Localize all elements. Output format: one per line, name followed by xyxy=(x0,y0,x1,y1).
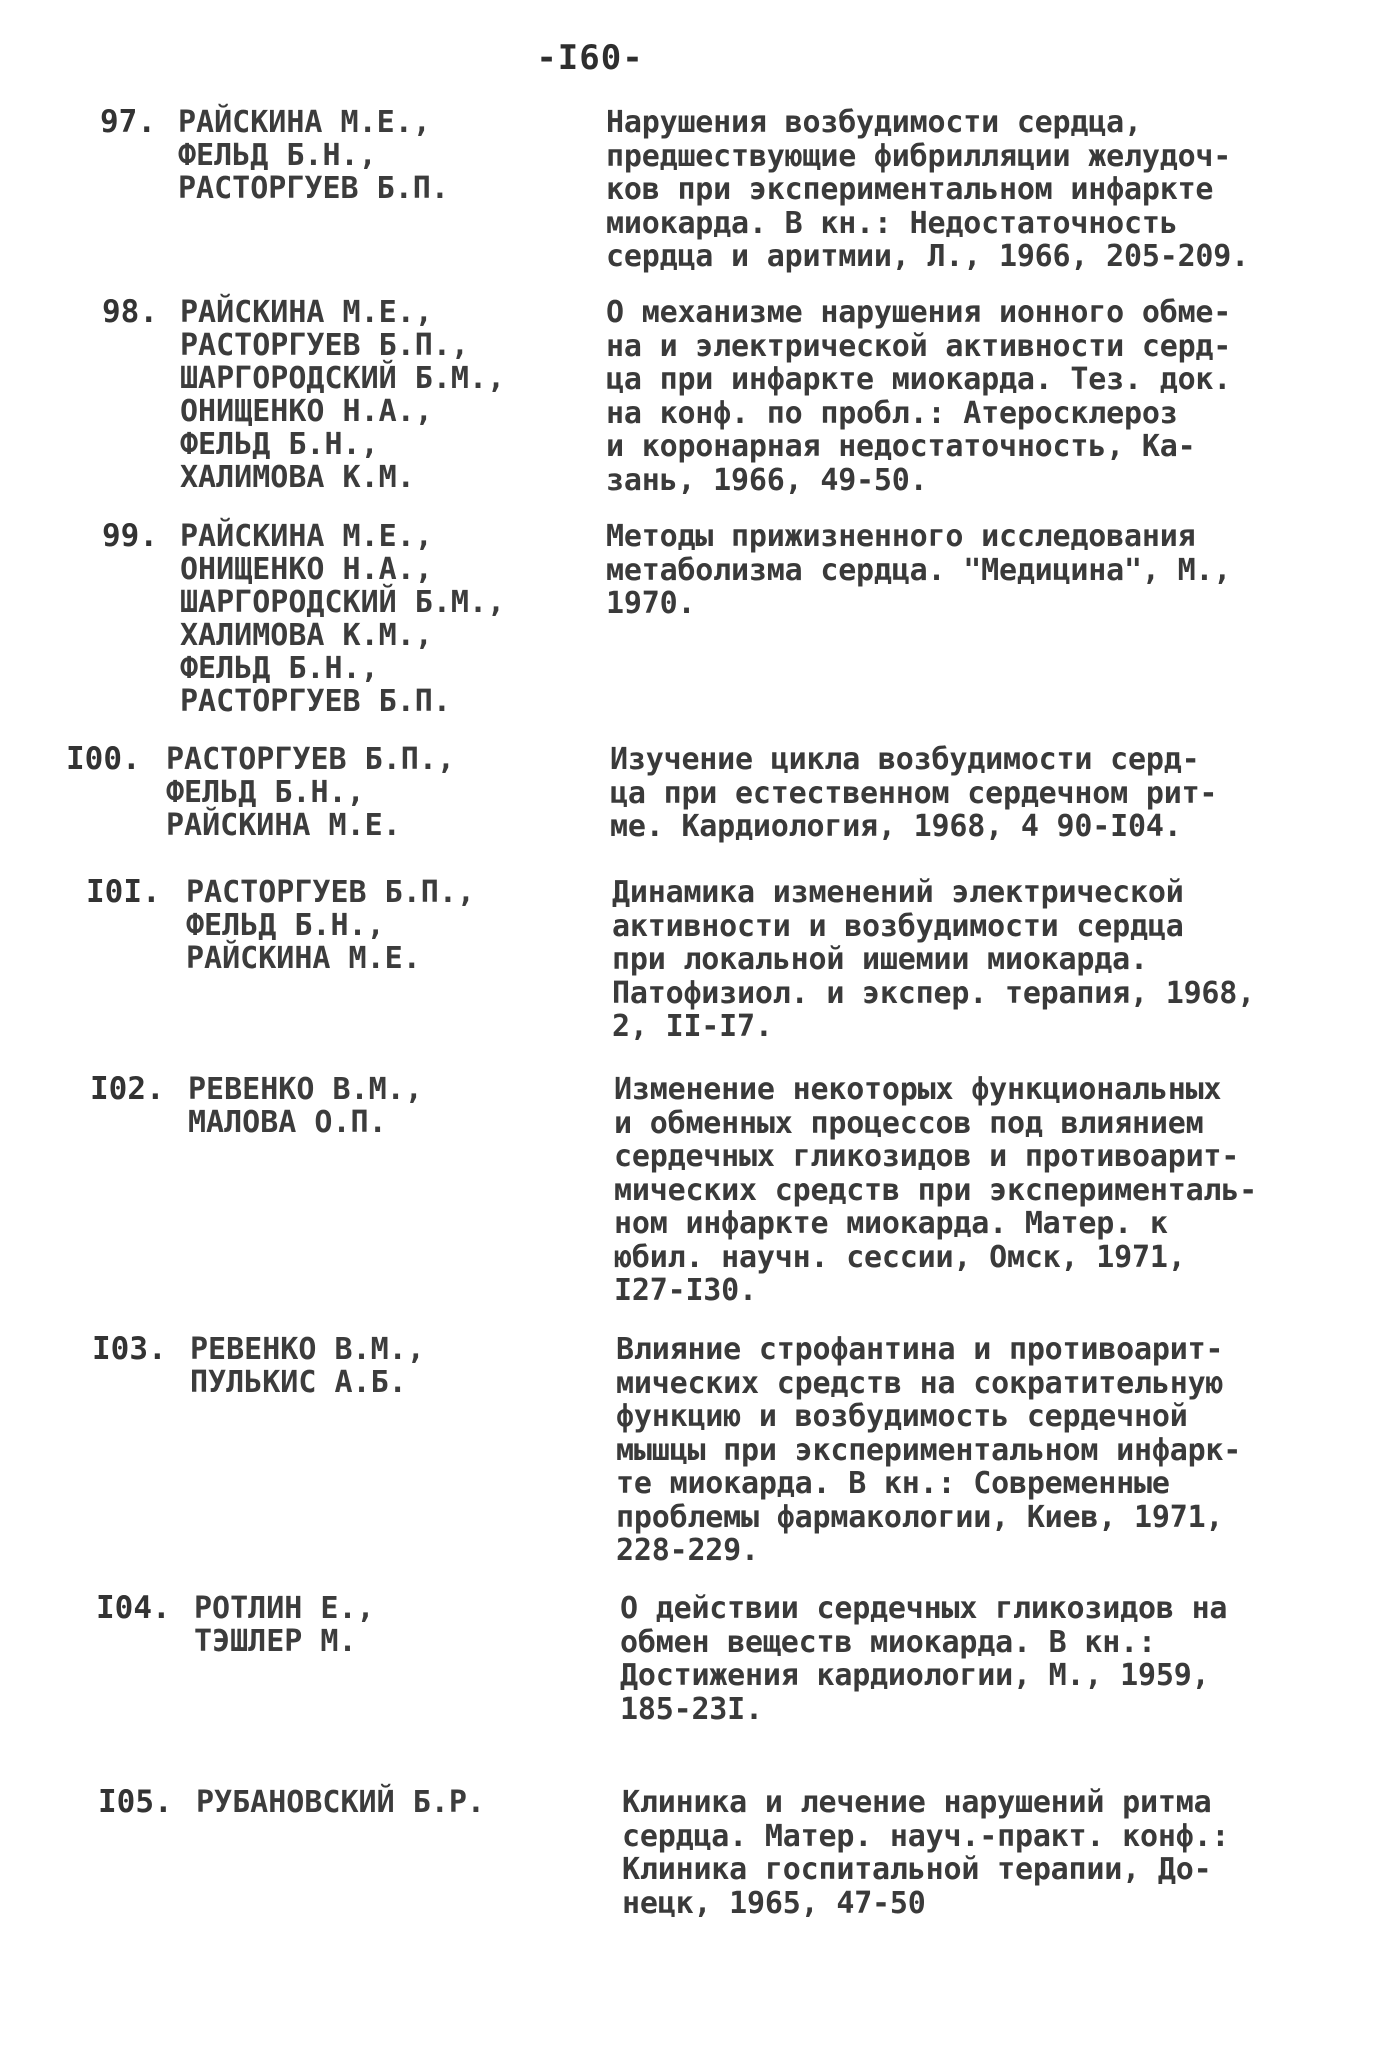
description-line: Нарушения возбудимости сердца, xyxy=(606,105,1142,140)
description-line: и обменных процессов под влиянием xyxy=(614,1105,1204,1141)
author: ФЕЛЬД Б.Н., xyxy=(178,138,377,173)
description-line: зань, 1966, 49-50. xyxy=(606,462,928,498)
description-line: те миокарда. В кн.: Современные xyxy=(616,1466,1170,1501)
author: ФЕЛЬД Б.Н., xyxy=(186,908,385,943)
description-line: Изменение некоторых функциональных xyxy=(614,1072,1222,1107)
description-line: на конф. по пробл.: Атеросклероз xyxy=(606,395,1178,431)
entry-description xyxy=(606,520,1231,621)
author: ШАРГОРОДСКИЙ Б.М., xyxy=(180,361,506,396)
entry-number: 98. xyxy=(102,294,158,330)
description-line: I27-I30. xyxy=(614,1273,757,1308)
description-line: Клиника госпитальной терапии, До- xyxy=(622,1852,1212,1887)
page-number: -I60- xyxy=(536,38,644,78)
description-line: Патофизиол. и экспер. терапия, 1968, xyxy=(612,975,1256,1011)
author: ФЕЛЬД Б.Н., xyxy=(180,427,379,462)
author: РОТЛИН Е., xyxy=(194,1591,375,1626)
description-line: на и электрической активности серд- xyxy=(606,328,1232,364)
description-line: ном инфаркте миокарда. Матер. к xyxy=(614,1206,1168,1241)
entry-description xyxy=(614,1073,1257,1308)
author: РАСТОРГУЕВ Б.П. xyxy=(178,171,449,206)
author: ФЕЛЬД Б.Н., xyxy=(180,651,379,686)
description-line: юбил. научн. сессии, Омск, 1971, xyxy=(614,1239,1186,1275)
description-line: обмен веществ миокарда. В кн.: xyxy=(620,1624,1156,1660)
entry-authors xyxy=(178,106,449,205)
entry-authors xyxy=(188,1073,423,1139)
author: РАЙСКИНА М.Е., xyxy=(178,105,431,140)
description-line: Изучение цикла возбудимости серд- xyxy=(610,742,1200,777)
author: РАСТОРГУЕВ Б.П., xyxy=(166,742,455,777)
description-line: Методы прижизненного исследования xyxy=(606,519,1196,554)
entry-number: I03. xyxy=(92,1331,167,1367)
description-line: сердца. Матер. науч.-практ. конф.: xyxy=(622,1818,1230,1854)
author: ПУЛЬКИС А.Б. xyxy=(190,1365,407,1400)
description-line: при локальной ишемии миокарда. xyxy=(612,942,1148,977)
author: ХАЛИМОВА К.М., xyxy=(180,618,433,653)
author: ТЭШЛЕР М. xyxy=(194,1624,357,1659)
entry-authors xyxy=(190,1333,425,1399)
description-line: ков при экспериментальном инфаркте xyxy=(606,172,1214,207)
author: РАСТОРГУЕВ Б.П., xyxy=(180,328,469,363)
description-line: нецк, 1965, 47-50 xyxy=(622,1885,926,1921)
description-line: Клиника и лечение нарушений ритма xyxy=(622,1785,1212,1820)
author: РАЙСКИНА М.Е., xyxy=(180,295,433,330)
entry-authors xyxy=(180,520,505,718)
entry-description xyxy=(610,743,1217,844)
entry-authors xyxy=(194,1592,375,1658)
entry-number: I05. xyxy=(98,1784,173,1820)
description-line: Влияние строфантина и противоарит- xyxy=(616,1332,1224,1367)
author: ФЕЛЬД Б.Н., xyxy=(166,775,365,810)
author: РЕВЕНКО В.М., xyxy=(188,1072,423,1107)
author: ХАЛИМОВА К.М. xyxy=(180,460,415,495)
description-line: 1970. xyxy=(606,586,696,621)
description-line: сердечных гликозидов и противоарит- xyxy=(614,1139,1240,1174)
description-line: 228-229. xyxy=(616,1533,759,1568)
description-line: функцию и возбудимость сердечной xyxy=(616,1399,1188,1434)
description-line: и коронарная недостаточность, Ка- xyxy=(606,429,1196,464)
entry-authors xyxy=(186,876,475,975)
author: РАЙСКИНА М.Е. xyxy=(166,808,401,843)
entry-number: I02. xyxy=(90,1071,165,1107)
description-line: мических средств на сократительную xyxy=(616,1365,1224,1401)
author: ОНИЩЕНКО Н.А., xyxy=(180,552,433,587)
description-line: Достижения кардиологии, М., 1959, xyxy=(620,1658,1210,1693)
description-line: сердца и аритмии, Л., 1966, 205-209. xyxy=(606,239,1250,274)
author: РАЙСКИНА М.Е., xyxy=(180,519,433,554)
entry-number: 99. xyxy=(102,518,158,554)
entry-authors xyxy=(196,1786,485,1819)
author: РУБАНОВСКИЙ Б.Р. xyxy=(196,1785,485,1820)
entry-number: 97. xyxy=(100,104,156,140)
description-line: ца при естественном сердечном рит- xyxy=(610,775,1218,811)
description-line: миокарда. В кн.: Недостаточность xyxy=(606,205,1178,241)
entry-description xyxy=(612,876,1255,1044)
entry-number: I00. xyxy=(66,741,141,777)
description-line: проблемы фармакологии, Киев, 1971, xyxy=(616,1499,1224,1535)
author: РЕВЕНКО В.М., xyxy=(190,1332,425,1367)
entry-description xyxy=(620,1592,1227,1726)
description-line: мических средств при эксперименталь- xyxy=(614,1172,1258,1208)
description-line: метаболизма сердца. "Медицина", М., xyxy=(606,552,1232,588)
description-line: ца при инфаркте миокарда. Тез. док. xyxy=(606,362,1232,397)
author: РАСТОРГУЕВ Б.П., xyxy=(186,875,475,910)
author: МАЛОВА О.П. xyxy=(188,1105,387,1140)
entry-authors xyxy=(180,296,505,494)
description-line: мышцы при экспериментальном инфарк- xyxy=(616,1432,1242,1468)
entry-description xyxy=(616,1333,1241,1568)
description-line: О действии сердечных гликозидов на xyxy=(620,1591,1228,1626)
entry-description xyxy=(606,296,1231,497)
author: РАСТОРГУЕВ Б.П. xyxy=(180,684,451,719)
entry-number: I04. xyxy=(96,1590,171,1626)
description-line: Динамика изменений электрической xyxy=(612,875,1184,910)
author: ОНИЩЕНКО Н.А., xyxy=(180,394,433,429)
description-line: предшествующие фибрилляции желудоч- xyxy=(606,138,1232,174)
description-line: 2, II-I7. xyxy=(612,1009,773,1044)
description-line: О механизме нарушения ионного обме- xyxy=(606,295,1232,330)
description-line: ме. Кардиология, 1968, 4 90-I04. xyxy=(610,809,1182,844)
entry-authors xyxy=(166,743,455,842)
entry-description xyxy=(606,106,1249,274)
description-line: 185-23I. xyxy=(620,1691,763,1727)
entry-number: I0I. xyxy=(86,874,161,910)
author: ШАРГОРОДСКИЙ Б.М., xyxy=(180,585,506,620)
description-line: активности и возбудимости сердца xyxy=(612,908,1184,944)
entry-description xyxy=(622,1786,1229,1920)
author: РАЙСКИНА М.Е. xyxy=(186,941,421,976)
